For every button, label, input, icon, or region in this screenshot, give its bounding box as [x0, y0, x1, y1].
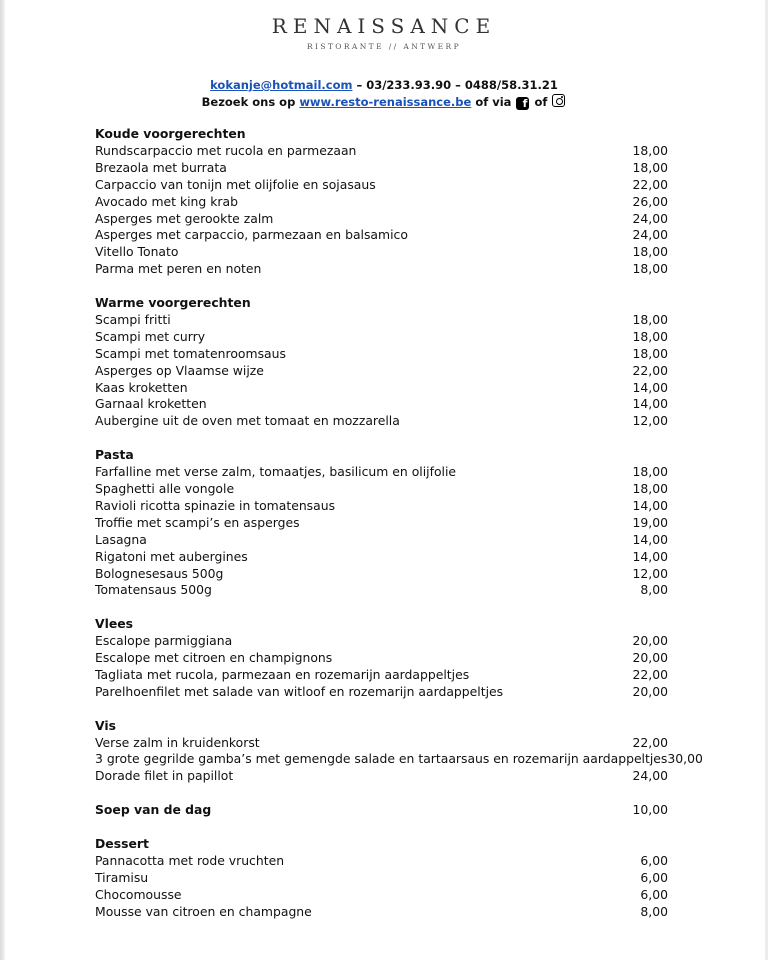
item-price: 8,00 [640, 582, 668, 598]
item-name: Asperges met gerookte zalm [95, 210, 274, 226]
instagram-icon[interactable] [552, 94, 565, 107]
contact-block [0, 77, 768, 111]
item-name: Asperges met carpaccio, parmezaan en balsamico [95, 227, 408, 243]
item-list [95, 312, 668, 430]
item-name: Carpaccio van tonijn met olijfolie en sojasaus [95, 176, 376, 192]
item-name: Parma met peren en noten [95, 261, 262, 277]
via-text: of via [471, 95, 516, 109]
item-name: Garnaal kroketten [95, 396, 207, 412]
item-price: 8,00 [640, 903, 668, 919]
facebook-icon[interactable]: f [516, 97, 529, 110]
item-price: 20,00 [632, 633, 668, 649]
menu-item [95, 211, 668, 228]
item-name: Avocado met king krab [95, 193, 238, 209]
menu-item [95, 160, 668, 177]
item-price: 14,00 [632, 497, 668, 513]
item-name: Ravioli ricotta spinazie in tomatensaus [95, 497, 336, 513]
item-price: 18,00 [632, 464, 668, 480]
menu-item [95, 582, 668, 599]
item-price: 30,00 [667, 751, 703, 767]
section-warme-voorgerechten [95, 295, 668, 430]
section-title: Vis [95, 717, 116, 733]
item-price: 18,00 [632, 244, 668, 260]
item-price: 19,00 [632, 514, 668, 530]
menu-item [95, 566, 668, 583]
item-list [95, 633, 668, 701]
menu-item [95, 515, 668, 532]
item-name: Scampi met tomatenroomsaus [95, 345, 286, 361]
item-price: 12,00 [632, 565, 668, 581]
menu-item [95, 380, 668, 397]
item-name: Rigatoni met aubergines [95, 548, 248, 564]
item-price: 20,00 [632, 650, 668, 666]
section-title: Koude voorgerechten [95, 126, 246, 141]
item-price: 18,00 [632, 142, 668, 158]
menu-item [95, 346, 668, 363]
menu-item [95, 194, 668, 211]
menu-item [95, 177, 668, 194]
menu-item [95, 751, 703, 768]
website-link[interactable]: www.resto-renaissance.be [299, 95, 472, 109]
item-price: 12,00 [632, 413, 668, 429]
item-price: 18,00 [632, 345, 668, 361]
menu-item [95, 549, 668, 566]
item-price: 18,00 [632, 159, 668, 175]
item-name: Lasagna [95, 531, 147, 547]
visit-prefix: Bezoek ons op [201, 95, 300, 109]
section-koude-voorgerechten [95, 126, 668, 278]
item-name: 3 grote gegrilde gamba’s met gemengde salade en tartaarsaus en rozemarijn aardappeltjes [95, 751, 668, 767]
menu-item [95, 143, 668, 160]
menu-item [95, 853, 668, 870]
item-price: 14,00 [632, 379, 668, 395]
website-line [0, 94, 768, 111]
menu-item [95, 329, 668, 346]
item-price: 6,00 [640, 886, 668, 902]
item-name: Scampi fritti [95, 311, 171, 327]
item-list [95, 853, 668, 921]
section-title: Vlees [95, 616, 134, 632]
item-price: 18,00 [632, 311, 668, 327]
item-price: 18,00 [632, 481, 668, 496]
menu-item [95, 684, 668, 701]
phone-numbers: – 03/233.93.90 – 0488/58.31.21 [352, 78, 558, 92]
item-price: 14,00 [632, 531, 668, 547]
section-vlees [95, 616, 668, 701]
menu-item [95, 464, 668, 481]
item-price: 22,00 [632, 362, 668, 378]
item-name: Scampi met curry [95, 328, 206, 344]
menu-item [95, 363, 668, 380]
item-price: 22,00 [632, 176, 668, 192]
item-name: Asperges op Vlaamse wijze [95, 362, 264, 378]
item-name: Chocomousse [95, 886, 182, 902]
menu-item [95, 870, 668, 887]
item-price: 14,00 [632, 548, 668, 564]
section-pasta [95, 447, 668, 599]
section-soep [95, 802, 668, 819]
page-shadow-edge [0, 0, 5, 960]
item-name: Pannacotta met rode vruchten [95, 852, 285, 868]
item-price: 14,00 [632, 396, 668, 412]
menu-item [95, 413, 668, 430]
item-price: 18,00 [632, 328, 668, 344]
of-text: of [530, 95, 552, 109]
item-name: Bolognesesaus 500g [95, 565, 224, 581]
item-name: Troffie met scampi’s en asperges [95, 514, 300, 530]
menu-item [95, 802, 668, 819]
contact-line [0, 77, 768, 94]
item-name: Parelhoenfilet met salade van witloof en rozemarijn aardappeltjes [95, 683, 504, 699]
menu-item [95, 227, 668, 244]
item-name: Escalope parmiggiana [95, 633, 233, 649]
section-vis [95, 717, 703, 786]
menu-item [95, 481, 668, 498]
menu-item [95, 312, 668, 329]
menu-item [95, 244, 668, 261]
item-price: 22,00 [632, 734, 668, 750]
item-list [95, 143, 668, 278]
menu-item [95, 735, 668, 752]
item-price: 24,00 [632, 768, 668, 784]
restaurant-tagline: RISTORANTE // ANTWERP [306, 42, 462, 51]
menu-list [95, 126, 703, 921]
menu-item [95, 396, 668, 413]
item-name: Escalope met citroen en champignons [95, 650, 333, 666]
item-list [95, 464, 668, 599]
item-price: 22,00 [632, 666, 668, 682]
section-title: Warme voorgerechten [95, 295, 251, 311]
menu-item [95, 887, 668, 904]
menu-item [95, 633, 668, 650]
menu-item [95, 650, 668, 667]
item-price: 24,00 [632, 227, 668, 243]
item-name: Spaghetti alle vongole [95, 481, 235, 496]
item-price: 24,00 [632, 210, 668, 226]
item-name: Dorade filet in papillot [95, 768, 234, 784]
item-price: 18,00 [632, 261, 668, 277]
menu-item [95, 261, 668, 278]
item-name: Rundscarpaccio met rucola en parmezaan [95, 142, 357, 158]
menu-item [95, 667, 668, 684]
section-title: Soep van de dag [95, 802, 212, 818]
menu-item [95, 498, 668, 515]
menu-item [95, 904, 668, 921]
restaurant-logo: RENAISSANCE [271, 14, 497, 38]
item-price: 20,00 [632, 683, 668, 699]
item-name: Brezaola met burrata [95, 159, 227, 175]
email-link[interactable]: kokanje@hotmail.com [210, 78, 353, 92]
item-name: Tiramisu [95, 869, 149, 885]
item-name: Tomatensaus 500g [95, 582, 212, 598]
item-name: Vitello Tonato [95, 244, 179, 260]
menu-item [95, 532, 668, 549]
section-title: Dessert [95, 835, 149, 851]
item-name: Aubergine uit de oven met tomaat en mozzarella [95, 413, 400, 429]
item-name: Farfalline met verse zalm, tomaatjes, basilicum en olijfolie [95, 464, 457, 480]
menu-item [95, 768, 668, 785]
item-name: Tagliata met rucola, parmezaan en rozemarijn aardappeltjes [95, 666, 470, 682]
item-list [95, 734, 703, 786]
section-title: Pasta [95, 447, 134, 463]
item-price: 26,00 [632, 193, 668, 209]
item-price: 6,00 [640, 869, 668, 885]
item-name: Mousse van citroen en champagne [95, 903, 312, 919]
section-dessert [95, 836, 668, 921]
item-price: 10,00 [632, 802, 668, 818]
item-name: Verse zalm in kruidenkorst [95, 734, 260, 750]
item-name: Kaas kroketten [95, 379, 188, 395]
item-price: 6,00 [640, 852, 668, 868]
